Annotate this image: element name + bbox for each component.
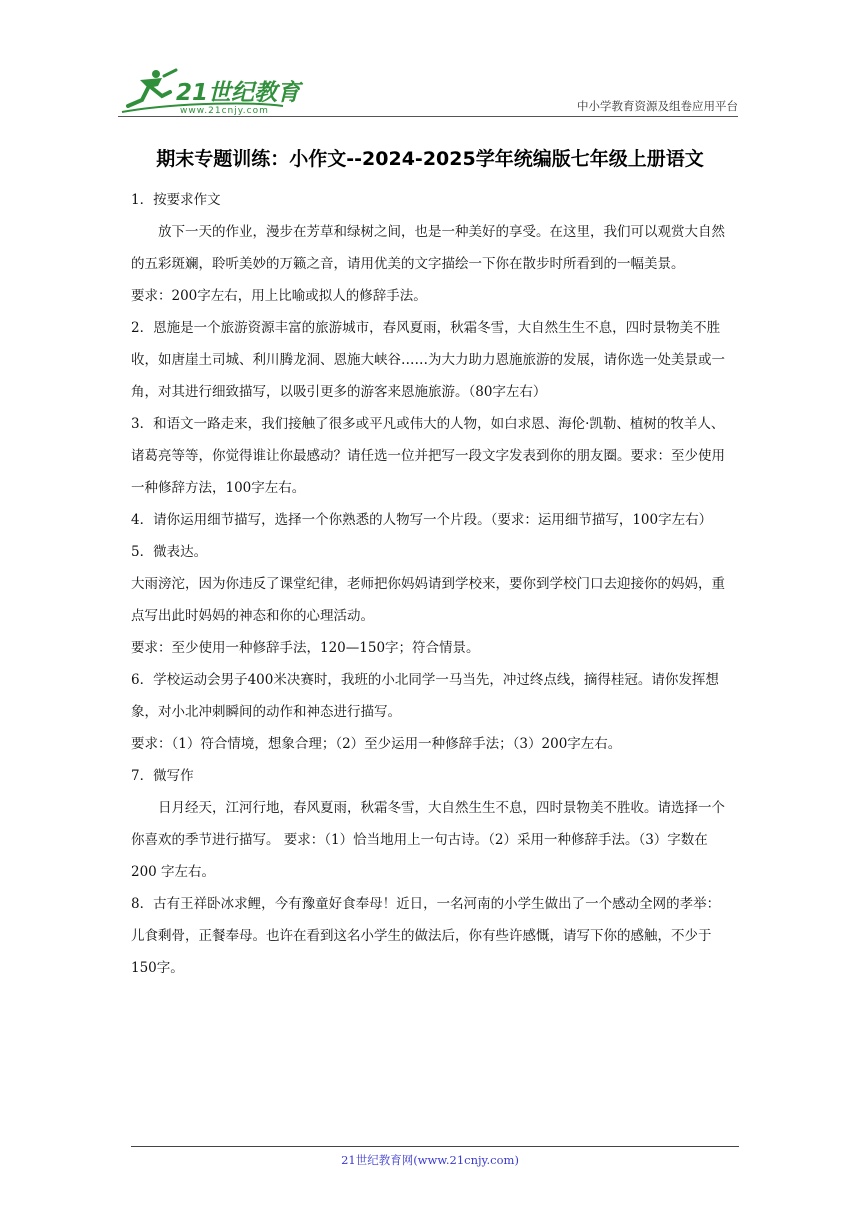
document-body xyxy=(131,184,731,984)
question-1-prompt: 放下一天的作业，漫步在芳草和绿树之间，也是一种美好的享受。在这里，我们可以观赏大自然的五彩斑斓，聆听美妙的万籁之音，请用优美的文字描绘一下你在散步时所看到的一幅美景。 xyxy=(131,224,725,272)
question-7-prompt: 日月经天，江河行地，春风夏雨，秋霜冬雪，大自然生生不息，四时景物美不胜收。请选择一个你喜欢的季节进行描写。 要求：（1）恰当地用上一句古诗。（2）采用一种修辞手法。（3）字数在 200 字左右。 xyxy=(131,800,725,880)
question-2: 2．恩施是一个旅游资源丰富的旅游城市，春风夏雨，秋霜冬雪，大自然生生不息，四时景物美不胜收，如唐崖土司城、利川腾龙洞、恩施大峡谷……为大力助力恩施旅游的发展，请你选一处美景或一角，对其进行细致描写，以吸引更多的游客来恩施旅游。（80字左右） xyxy=(131,320,725,400)
svg-text:21世纪教育: 21世纪教育 xyxy=(176,80,301,106)
site-logo xyxy=(118,66,358,116)
question-5-prompt: 大雨滂沱，因为你违反了课堂纪律，老师把你妈妈请到学校来，要你到学校门口去迎接你的妈妈，重点写出此时妈妈的神态和你的心理活动。 xyxy=(131,576,725,624)
question-7-heading: 7．微写作 xyxy=(131,768,194,784)
platform-name: 中小学教育资源及组卷应用平台 xyxy=(577,99,738,113)
footer-link[interactable]: 21世纪教育网(www.21cnjy.com) xyxy=(341,1153,519,1167)
question-1-requirement: 要求：200字左右，用上比喻或拟人的修辞手法。 xyxy=(131,288,427,304)
page-header xyxy=(118,62,738,117)
question-5-heading: 5．微表达。 xyxy=(131,544,208,560)
document-title: 期末专题训练：小作文--2024-2025学年统编版七年级上册语文 xyxy=(156,148,704,170)
question-4: 4．请你运用细节描写，选择一个你熟悉的人物写一个片段。（要求：运用细节描写，100字左右） xyxy=(131,512,713,528)
header-divider xyxy=(118,116,738,117)
question-6: 6．学校运动会男子400米决赛时，我班的小北同学一马当先，冲过终点线，摘得桂冠。请你发挥想象，对小北冲刺瞬间的动作和神态进行描写。 xyxy=(131,672,719,720)
question-6-requirement: 要求：（1）符合情境，想象合理；（2）至少运用一种修辞手法；（3）200字左右。 xyxy=(131,736,622,752)
question-1-heading: 1．按要求作文 xyxy=(131,192,221,208)
question-8: 8．古有王祥卧冰求鲤，今有豫童好食奉母！近日，一名河南的小学生做出了一个感动全网的孝举：儿食剩骨，正餐奉母。也许在看到这名小学生的做法后，你有些许感慨，请写下你的感触，不少于150字。 xyxy=(131,896,721,976)
footer-divider xyxy=(131,1146,739,1147)
question-3: 3．和语文一路走来，我们接触了很多或平凡或伟大的人物，如白求恩、海伦·凯勒、植树的牧羊人、诸葛亮等等，你觉得谁让你最感动？请任选一位并把写一段文字发表到你的朋友圈。要求：至少使用一种修辞方法，100字左右。 xyxy=(131,416,725,496)
question-5-requirement: 要求：至少使用一种修辞手法，120—150字；符合情景。 xyxy=(131,640,480,656)
svg-text:www.21cnjy.com: www.21cnjy.com xyxy=(180,106,269,116)
